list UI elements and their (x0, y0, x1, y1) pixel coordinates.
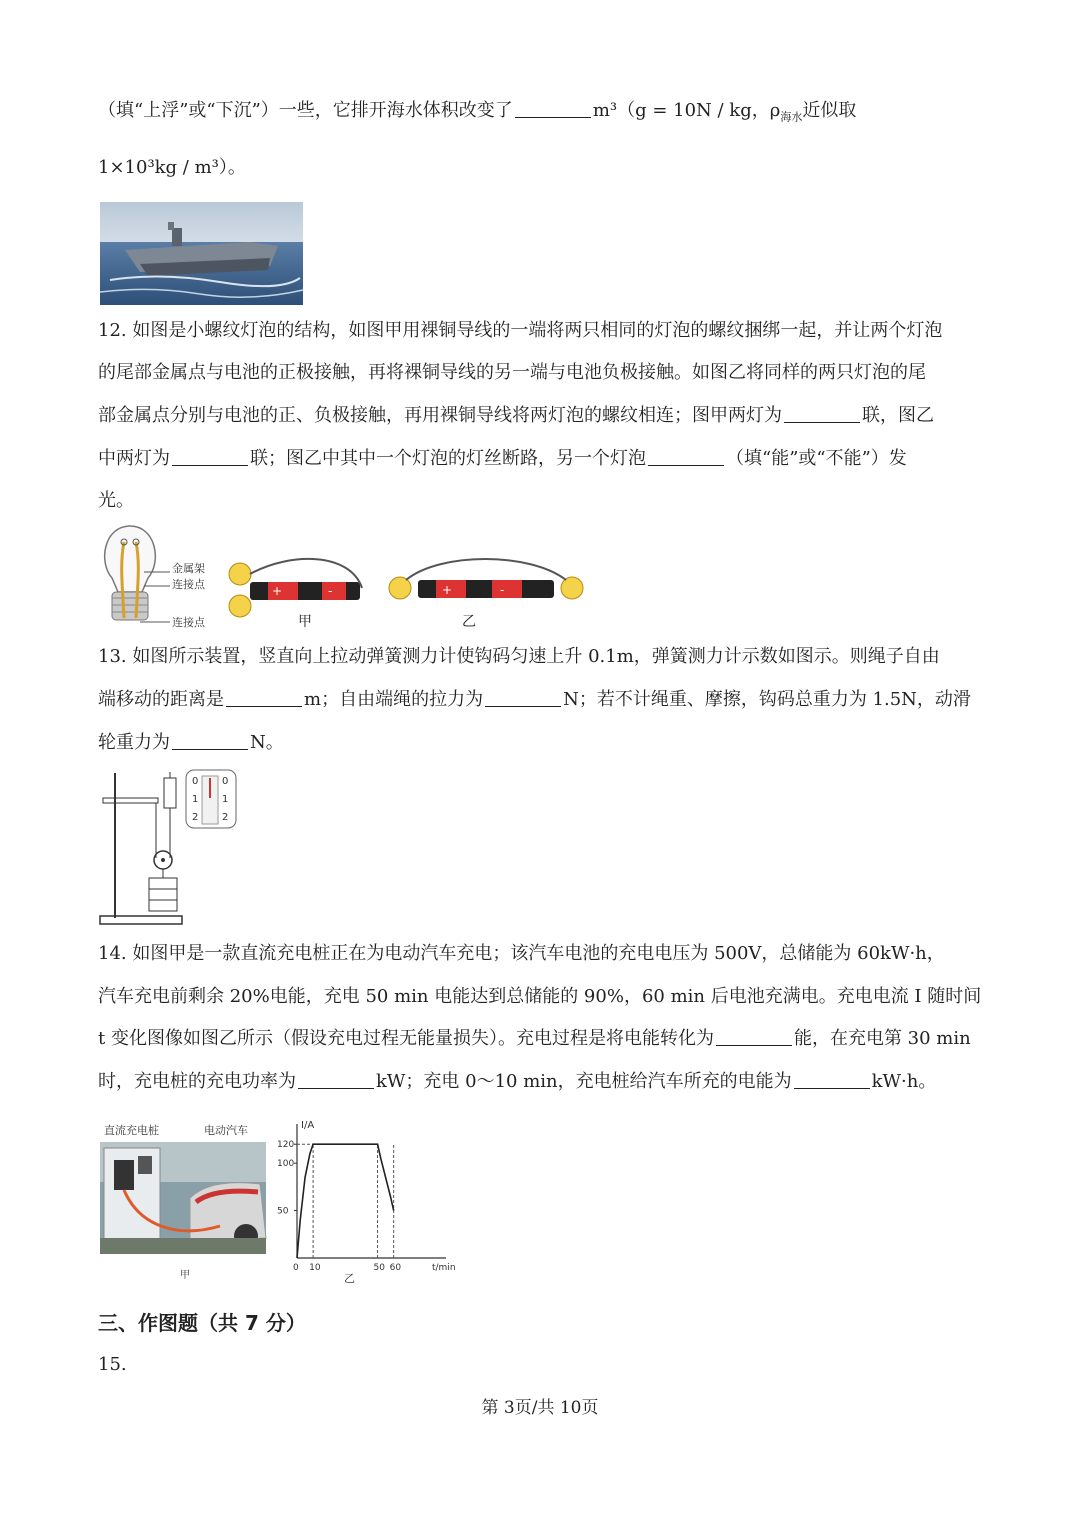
chart-axes (277, 1120, 456, 1273)
answer-blank[interactable] (485, 688, 561, 707)
y-tick-label: 120 (277, 1140, 295, 1151)
svg-text:2: 2 (222, 812, 229, 823)
svg-text:2: 2 (192, 812, 199, 823)
svg-text:1: 1 (222, 794, 229, 805)
svg-text:0: 0 (222, 776, 229, 787)
q13-line-3: 轮重力为 N。 (98, 732, 284, 753)
svg-text:-: - (328, 584, 333, 598)
x-axis-label: t/min (432, 1263, 456, 1273)
chart-caption: 乙 (344, 1272, 355, 1285)
label-car: 电动汽车 (204, 1124, 248, 1137)
q14-line-4: 时，充电桩的充电功率为 kW；充电 0～10 min，充电桩给汽车所充的电能为 kW·h。 (98, 1071, 937, 1092)
svg-text:+: + (272, 584, 283, 598)
answer-blank[interactable] (515, 99, 591, 118)
answer-blank[interactable] (716, 1027, 792, 1046)
q15-label: 15. (98, 1354, 127, 1375)
y-tick-label: 100 (277, 1159, 295, 1170)
answer-blank[interactable] (226, 688, 302, 707)
q14-line-1: 14. 如图甲是一款直流充电桩正在为电动汽车充电；该汽车电池的充电电压为 500V，总储能为 60kW·h， (98, 943, 945, 964)
q12-line-3: 部金属点分别与电池的正、负极接触，再用裸铜导线将两灯泡的螺纹相连；图甲两灯为 联，图乙 (98, 405, 934, 426)
section-title: 三、作图题（共 7 分） (98, 1311, 306, 1335)
current-time-chart (270, 1118, 456, 1288)
q12-line-2: 的尾部金属点与电池的正极接触，再将裸铜导线的另一端与电池负极接触。如图乙将同样的两只灯泡的尾 (98, 362, 926, 383)
circuit-jia (229, 559, 362, 617)
bulb-circuit-figure (100, 522, 590, 632)
y-axis-label: I/A (301, 1120, 315, 1131)
answer-blank[interactable] (648, 447, 724, 466)
q12-line-1: 12. 如图是小螺纹灯泡的结构，如图甲用裸铜导线的一端将两只相同的灯泡的螺纹捆绑一起，并让两个灯泡 (98, 320, 943, 341)
pulley-figure (100, 768, 240, 928)
q13-line-1: 13. 如图所示装置，竖直向上拉动弹簧测力计使钩码匀速上升 0.1m，弹簧测力计示数如图示。则绳子自由 (98, 646, 940, 667)
series-line (297, 1144, 394, 1258)
label-joint-1: 连接点 (172, 578, 205, 591)
caption-jia: 甲 (298, 614, 312, 630)
x-tick-label: 50 (373, 1263, 386, 1273)
svg-text:1: 1 (192, 794, 199, 805)
q12-line-5: 光。 (98, 490, 134, 511)
label-joint-2: 连接点 (172, 616, 205, 629)
chart-series (297, 1144, 394, 1258)
answer-blank[interactable] (784, 404, 860, 423)
caption-yi: 乙 (462, 614, 476, 630)
aircraft-carrier-image (100, 202, 303, 305)
y-tick-label: 50 (277, 1206, 289, 1217)
svg-text:0: 0 (192, 776, 199, 787)
svg-text:-: - (500, 583, 505, 597)
q14-line-3: t 变化图像如图乙所示（假设充电过程无能量损失）。充电过程是将电能转化为 能，在充电第 30 min (98, 1028, 971, 1049)
bulb-structure (105, 526, 170, 622)
q11-line-2: 1×10³kg / m³）。 (98, 157, 246, 178)
label-metal-frame: 金属架 (172, 562, 205, 575)
page-footer: 第 3页/共 10页 (481, 1398, 599, 1418)
q12-line-4: 中两灯为 联；图乙中其中一个灯泡的灯丝断路，另一个灯泡 （填“能”或“不能”）发 (98, 448, 907, 469)
circuit-yi (389, 559, 583, 599)
svg-text:+: + (442, 583, 453, 597)
q13-line-2: 端移动的距离是 m；自由端绳的拉力为 N；若不计绳重、摩擦，钩码总重力为 1.5N，动滑 (98, 689, 971, 710)
x-tick-label: 60 (389, 1263, 402, 1273)
answer-blank[interactable] (172, 447, 248, 466)
q14-line-2: 汽车充电前剩余 20%电能，充电 50 min 电能达到总储能的 90%，60 min 后电池充满电。充电电流 I 随时间 (98, 986, 982, 1007)
x-tick-label: 0 (293, 1263, 299, 1273)
answer-blank[interactable] (172, 731, 248, 750)
answer-blank[interactable] (298, 1070, 374, 1089)
label-charger: 直流充电桩 (104, 1124, 159, 1137)
q11-line-1: （填“上浮”或“下沉”）一些，它排开海水体积改变了 m³（g = 10N / kg，$\rho_{海水}$近似取 (98, 100, 857, 124)
x-tick-label: 10 (309, 1263, 321, 1273)
caption-jia-photo: 甲 (180, 1270, 190, 1281)
charger-photo (100, 1118, 268, 1286)
answer-blank[interactable] (794, 1070, 870, 1089)
